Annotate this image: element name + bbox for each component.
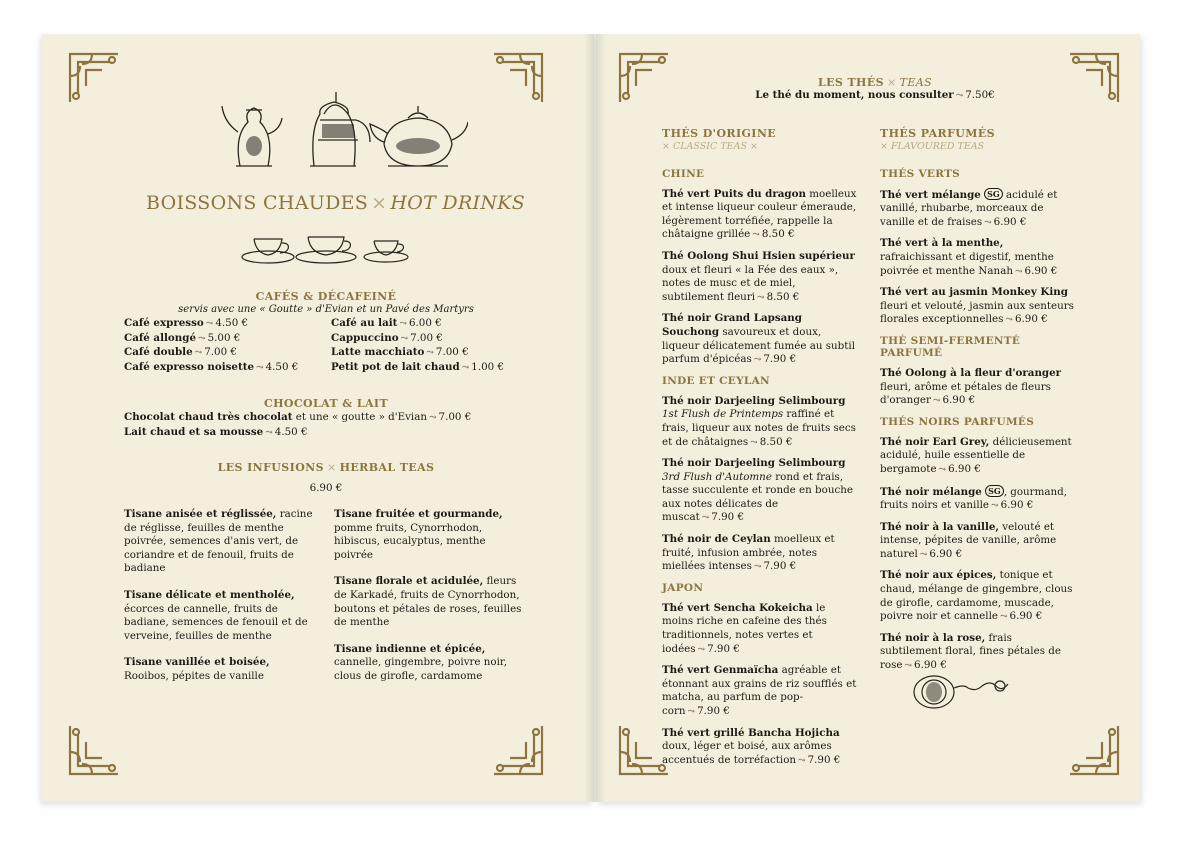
infusion-desc: cannelle, gingembre, poivre noir, clous de girofle, cardamome	[334, 656, 507, 682]
tea-name: Thé noir de Ceylan	[662, 533, 771, 546]
tea-desc: tonique et chaud, mélange de gingembre, clous de girofle, cardamome, muscade, poivre noir et cannelle	[880, 569, 1073, 623]
chocolat-item-name: Chocolat chaud très chocolat	[124, 411, 293, 423]
tea-item	[662, 250, 858, 305]
drink-price: 4.50 €	[265, 360, 299, 373]
verts-heading: THÉS VERTS	[880, 167, 961, 180]
price-arrow-icon: ⤳	[932, 396, 941, 407]
drink-name: Café expresso	[124, 317, 204, 329]
tea-price: 6.90 €	[1009, 610, 1043, 623]
chine-heading: CHINE	[662, 167, 705, 180]
price-arrow-icon: ⤳	[798, 755, 806, 766]
tea-name: Thé noir Earl Grey,	[880, 435, 990, 448]
price-arrow-icon: ⤳	[400, 333, 409, 344]
tea-name: Thé noir Darjeeling Selimbourg	[662, 457, 846, 470]
infusion-desc: pomme fruits, Cynorrhodon, hibiscus, eucalyptus, menthe poivrée	[334, 521, 486, 561]
drink-item	[124, 361, 331, 376]
drink-item	[331, 332, 521, 347]
drink-price: 7.00 €	[410, 331, 443, 344]
tea-item	[880, 569, 1076, 624]
tea-price: 6.90 €	[942, 394, 976, 407]
lait-item-name: Lait chaud et sa mousse	[124, 425, 264, 438]
infusion-item	[334, 643, 524, 684]
tea-price: 6.90 €	[993, 215, 1027, 228]
sg-badge: SG	[985, 485, 1004, 497]
price-arrow-icon: ⤳	[938, 464, 947, 475]
chocolat-item-desc: et une « goutte » d'Evian	[292, 411, 427, 423]
semi-heading: THÉ SEMI-FERMENTÉ PARFUMÉ	[880, 334, 1021, 359]
tea-item	[662, 602, 858, 657]
corner-ornament-icon	[490, 722, 546, 778]
drink-price: 5.00 €	[207, 331, 241, 344]
infusions-title-en: HERBAL TEAS	[339, 461, 435, 474]
tea-desc: raffiné et frais, liqueur aux notes de fruits secs et de châtaignes	[662, 408, 856, 448]
tea-name: Thé noir à la rose,	[880, 631, 986, 644]
price-arrow-icon: ⤳	[701, 513, 710, 524]
price-arrow-icon: ⤳	[919, 549, 928, 560]
price-arrow-icon: ⤳	[687, 707, 696, 717]
tea-price: 7.90 €	[807, 753, 841, 766]
teacups-illustration-icon	[240, 229, 412, 265]
tea-desc: moelleux et fruité, infusion ambrée, notes miellées intenses	[662, 533, 835, 573]
drink-name: Petit pot de lait chaud	[331, 360, 460, 373]
tea-name: Thé vert mélange	[880, 188, 981, 201]
tea-desc: moelleux et intense liqueur couleur émeraude, légèrement torréfiée, rappelle la châtaigne grillée	[662, 187, 857, 241]
tea-name: Thé vert à la menthe,	[880, 237, 1004, 250]
origine-column	[662, 127, 858, 775]
drink-name: Café expresso noisette	[124, 360, 255, 373]
tea-desc: savoureux et doux, liqueur délicatement fumée au subtil parfum d'épicéas	[662, 325, 855, 366]
tea-price: 6.90 €	[929, 547, 963, 560]
parfumes-heading: THÉS PARFUMÉS	[880, 127, 995, 140]
teas-heading: LES THÉS × TEAS	[817, 76, 933, 89]
price-arrow-icon: ⤳	[984, 217, 992, 228]
tea-item	[880, 485, 1076, 514]
tea-name: Thé vert Genmaïcha	[662, 664, 779, 677]
parfumes-sub-text: FLAVOURED TEAS	[890, 141, 985, 152]
drink-price: 4.50 €	[215, 317, 249, 329]
infusions-title-fr: LES INFUSIONS	[217, 461, 324, 474]
tea-price: 6.90 €	[1014, 313, 1048, 326]
tea-desc: délicieusement acidulé, huile essentielle de bergamote	[880, 435, 1072, 475]
tea-price: 7.90 €	[763, 560, 797, 573]
noirs-list	[880, 436, 1076, 674]
tea-of-moment: Le thé du moment, nous consulter ⤳ 7.50€	[755, 89, 995, 101]
tea-name: Thé noir Darjeeling Selimbourg	[662, 394, 846, 407]
cafes-heading: CAFÉS & DÉCAFEINÉ	[255, 290, 397, 303]
drink-item	[331, 317, 521, 332]
tea-desc: velouté et intense, pépites de vanille, arôme naturel	[880, 520, 1057, 560]
tea-name: Thé Oolong Shui Hsien supérieur	[662, 249, 855, 262]
tea-desc: le moins riche en cafeine des thés traditionnels, notes vertes et iodées	[662, 601, 827, 655]
tea-desc: fleuri, arôme et pétales de fleurs d'oranger	[880, 380, 1051, 407]
infusion-name: Tisane florale et acidulée,	[334, 575, 484, 588]
drink-name: Café au lait	[331, 317, 398, 329]
tea-desc: doux, léger et boisé, aux arômes accentués de torréfaction	[662, 740, 832, 766]
tea-item	[880, 286, 1076, 328]
drink-item	[124, 346, 331, 361]
drink-item	[124, 317, 331, 332]
infusion-desc: racine de réglisse, feuilles de menthe poivrée, semences d'anis vert, de coriandre et de fenouil, fruits de badiane	[124, 508, 313, 575]
origine-sub-text: CLASSIC TEAS	[672, 141, 747, 152]
chocolat-list: Chocolat chaud très chocolat et une « goutte » d'Evian ⤳ 7.00 € Lait chaud et sa mousse ⤳ 4.50 €	[124, 411, 472, 438]
tea-price: 6.90 €	[948, 462, 981, 475]
price-arrow-icon: ⤳	[750, 437, 758, 448]
infusion-item	[124, 508, 314, 576]
tea-price: 7.90 €	[697, 705, 730, 717]
title-en: HOT DRINKS	[390, 192, 526, 214]
title-fr: BOISSONS CHAUDES	[146, 192, 369, 214]
chine-list	[662, 188, 858, 368]
tea-item	[662, 664, 858, 719]
infusions-price: 6.90 €	[309, 482, 343, 494]
corner-ornament-icon	[1066, 722, 1122, 778]
tea-item	[880, 436, 1076, 478]
price-arrow-icon: ⤳	[697, 644, 706, 655]
price-arrow-icon: ⤳	[205, 319, 214, 329]
tea-item	[880, 632, 1076, 674]
infusion-item	[124, 589, 314, 643]
infusion-name: Tisane vanillée et boisée,	[124, 656, 270, 669]
drink-price: 7.00 €	[435, 346, 469, 359]
tea-desc: acidulé et vanillé, rhubarbe, morceaux de vanille et de fraises	[880, 188, 1058, 228]
tea-flush: 3rd Flush d'Automne	[662, 470, 772, 483]
price-arrow-icon: ⤳	[752, 230, 760, 241]
drink-name: Café double	[124, 346, 193, 359]
price-arrow-icon: ⤳	[399, 319, 407, 329]
infusion-name: Tisane délicate et mentholée,	[124, 588, 295, 601]
corner-ornament-icon	[66, 50, 122, 106]
cafes-list	[124, 317, 521, 375]
price-arrow-icon: ⤳	[999, 612, 1008, 623]
japon-heading: JAPON	[662, 581, 704, 594]
price-arrow-icon: ⤳	[1005, 315, 1013, 326]
price-arrow-icon: ⤳	[1014, 266, 1023, 277]
tea-price: 7.90 €	[707, 642, 740, 655]
parfumes-column	[880, 127, 1076, 681]
tea-item	[880, 188, 1076, 231]
infusion-item	[334, 575, 524, 629]
tea-name: Thé vert Sencha Kokeicha	[662, 601, 813, 614]
tea-item	[880, 521, 1076, 563]
parfumes-subheading: × FLAVOURED TEAS	[880, 141, 985, 152]
cafes-note: servis avec une « Goutte » d'Evian et un Pavé des Martyrs	[178, 304, 474, 315]
price-arrow-icon: ⤳	[753, 355, 762, 366]
price-arrow-icon: ⤳	[194, 348, 203, 359]
tea-name: Thé vert au jasmin Monkey King	[880, 286, 1068, 299]
semi-list	[880, 367, 1076, 409]
price-arrow-icon: ⤳	[256, 362, 264, 373]
infusion-desc: Rooibos, pépites de vanille	[124, 669, 264, 682]
corner-ornament-icon	[66, 722, 122, 778]
infusion-name: Tisane anisée et réglissée,	[124, 508, 277, 520]
tea-price: 8.50 €	[759, 435, 793, 448]
infusions-column-2	[334, 508, 524, 697]
moment-label: Le thé du moment, nous consulter	[755, 89, 954, 101]
tea-flush: 1st Flush de Printemps	[662, 408, 784, 421]
corner-ornament-icon	[490, 50, 546, 106]
tea-infuser-illustration-icon	[910, 672, 1010, 712]
tea-name: Thé vert Puits du dragon	[662, 187, 806, 200]
price-arrow-icon: ⤳	[753, 562, 762, 573]
tea-item	[662, 312, 858, 367]
corner-ornament-icon	[616, 50, 672, 106]
tea-name: Thé vert grillé Bancha Hojicha	[662, 726, 840, 739]
infusion-desc: fleurs de Karkadé, fruits de Cynorrhodon, boutons et pétales de roses, feuilles de menthe	[334, 575, 522, 629]
corner-ornament-icon	[1066, 50, 1122, 106]
tea-price: 8.50 €	[761, 228, 795, 241]
chocolat-heading: CHOCOLAT & LAIT	[263, 397, 389, 410]
drink-item	[331, 346, 521, 361]
page-title: BOISSONS CHAUDES × HOT DRINKS	[146, 192, 526, 214]
teapots-illustration-icon	[218, 80, 468, 172]
drink-item	[124, 332, 331, 347]
tea-price: 7.90 €	[711, 511, 745, 524]
sg-badge: SG	[984, 188, 1003, 200]
tea-item	[662, 395, 858, 450]
tea-item	[662, 457, 858, 526]
price-arrow-icon: ⤳	[426, 348, 434, 359]
tea-desc: fleuri et velouté, jasmin aux senteurs florales exceptionnelles	[880, 299, 1074, 326]
noirs-heading: THÉS NOIRS PARFUMÉS	[880, 415, 1035, 428]
price-arrow-icon: ⤳	[198, 333, 206, 344]
tea-name: Thé noir aux épices,	[880, 569, 997, 582]
book-gutter	[584, 34, 606, 802]
drink-price: 6.00 €	[408, 317, 442, 329]
verts-list	[880, 188, 1076, 328]
infusion-item	[334, 508, 524, 562]
tea-name: Thé noir Grand Lapsang Souchong	[662, 312, 802, 338]
tea-price: 6.90 €	[1000, 499, 1034, 512]
tea-desc: rond et frais, tasse succulente et ronde en bouche aux notes délicates de muscat	[662, 470, 853, 524]
tea-desc: , gourmand, fruits noirs et vanille	[880, 485, 1068, 512]
infusion-item	[124, 656, 314, 683]
origine-heading: THÉS D'ORIGINE	[662, 127, 777, 140]
price-arrow-icon: ⤳	[991, 501, 999, 512]
tea-item	[662, 188, 858, 243]
tea-desc: agréable et étonnant aux grains de riz soufflés et matcha, au parfum de pop-corn	[662, 664, 857, 717]
tea-desc: rafraichissant et digestif, menthe poivrée et menthe Nanah	[880, 250, 1054, 277]
drink-price: 7.00 €	[204, 346, 237, 359]
tea-desc: frais subtilement floral, fines pétales de rose	[880, 631, 1061, 672]
drink-name: Latte macchiato	[331, 346, 425, 359]
tea-item	[662, 727, 858, 769]
inde-heading: INDE ET CEYLAN	[662, 374, 770, 387]
teas-title-en: TEAS	[899, 76, 933, 89]
tea-price: 7.90 €	[763, 353, 797, 366]
tea-name: Thé Oolong à la fleur d'oranger	[880, 366, 1062, 379]
tea-price: 6.90 €	[1024, 264, 1058, 277]
tea-item	[662, 533, 858, 575]
drink-item	[331, 361, 521, 376]
infusion-name: Tisane fruitée et gourmande,	[334, 508, 503, 520]
price-arrow-icon: ⤳	[757, 292, 765, 303]
price-arrow-icon: ⤳	[904, 661, 913, 672]
infusion-name: Tisane indienne et épicée,	[334, 642, 486, 655]
tea-name: Thé noir mélange	[880, 485, 982, 498]
drink-name: Café allongé	[124, 331, 197, 344]
infusions-column-1	[124, 508, 314, 697]
tea-item	[880, 367, 1076, 409]
tea-name: Thé noir à la vanille,	[880, 520, 999, 533]
drink-name: Cappuccino	[331, 331, 399, 344]
infusions-heading: LES INFUSIONS × HERBAL TEAS	[217, 461, 435, 474]
moment-price: 7.50€	[965, 89, 995, 101]
origine-subheading: × CLASSIC TEAS ×	[662, 141, 758, 152]
tea-desc: doux et fleuri « la Fée des eaux », notes de musc et de miel, subtilement fleuri	[662, 263, 839, 303]
japon-list	[662, 602, 858, 769]
drink-price: 1.00 €	[471, 360, 505, 373]
tea-item	[880, 237, 1076, 279]
price-arrow-icon: ⤳	[461, 362, 470, 373]
lait-item-price: 4.50 €	[274, 425, 308, 438]
tea-price: 8.50 €	[766, 290, 800, 303]
inde-list	[662, 395, 858, 575]
chocolat-item-price: 7.00 €	[438, 411, 472, 423]
teas-title-fr: LES THÉS	[817, 76, 884, 89]
tea-price: 6.90 €	[914, 659, 947, 672]
infusion-desc: écorces de cannelle, fruits de badiane, semences de fenouil et de verveine, feuilles de menthe	[124, 602, 308, 642]
